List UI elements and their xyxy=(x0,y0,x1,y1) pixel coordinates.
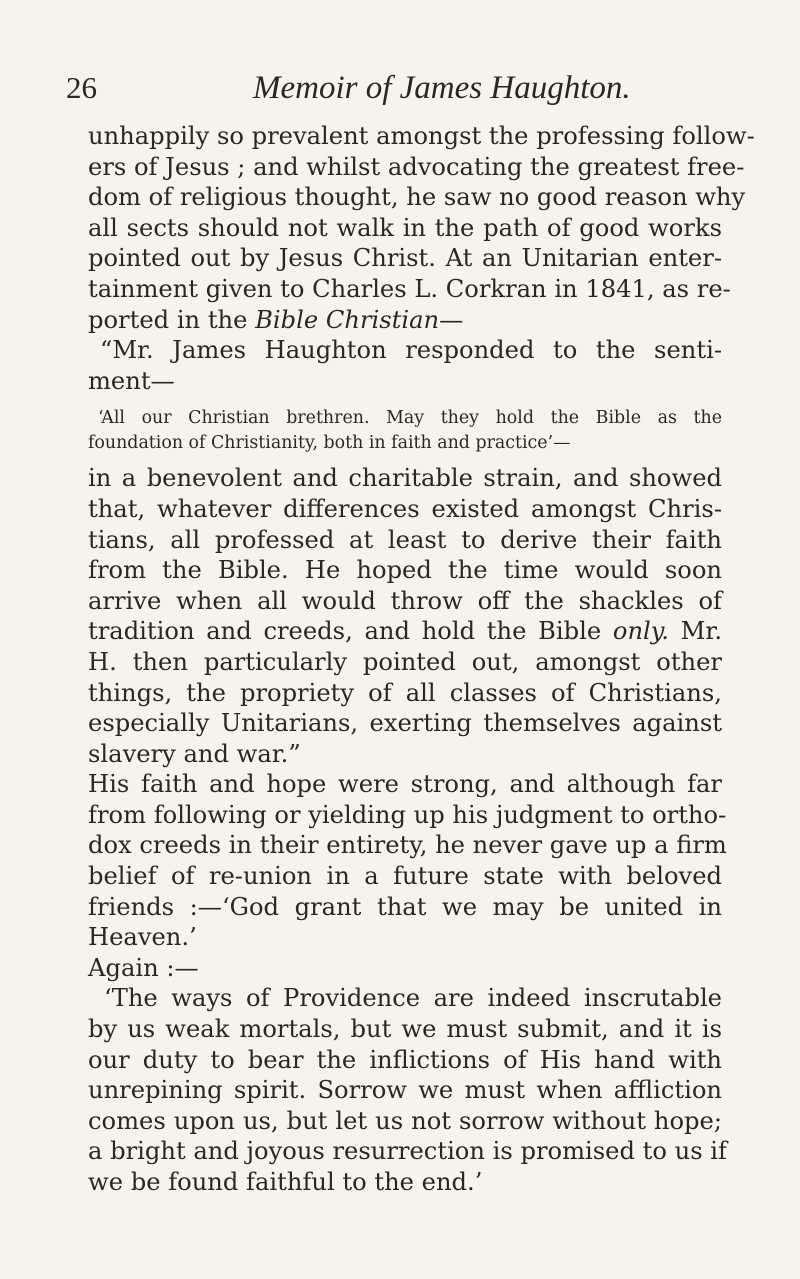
text-fragment: ported in the xyxy=(88,305,256,334)
text-line: ment— xyxy=(88,366,175,395)
text-line: from following or yielding up his judgment to ortho- xyxy=(88,800,727,829)
paragraph-3 xyxy=(88,463,722,769)
paragraph-2 xyxy=(88,335,722,396)
page-header xyxy=(0,70,800,110)
text-line: that, whatever differences existed amongst Chris- xyxy=(88,494,722,523)
text-line: arrive when all would throw off the shackles of xyxy=(88,586,722,615)
text-line: all sects should not walk in the path of good works xyxy=(88,213,722,242)
text-line: “Mr. James Haughton responded to the senti- xyxy=(100,336,722,365)
text-fragment: tradition and creeds, and hold the Bible xyxy=(88,617,613,646)
paragraph-4 xyxy=(88,769,727,953)
quote-line: ‘All our Christian brethren. May they hold the Bible as the xyxy=(98,408,722,429)
text-line: from the Bible. He hoped the time would soon xyxy=(88,556,722,585)
text-line: tainment given to Charles L. Corkran in 1841, as re- xyxy=(88,274,731,303)
text-line: His faith and hope were strong, and although far xyxy=(88,770,722,799)
text-line: a bright and joyous resurrection is promised to us if xyxy=(88,1137,727,1166)
text-line xyxy=(88,616,722,647)
publication-title: Bible Christian xyxy=(255,305,440,334)
text-line: our duty to bear the inflictions of His hand with xyxy=(88,1045,722,1074)
text-line: unrepining spirit. Sorrow we must when affliction xyxy=(88,1076,722,1105)
paragraph-5 xyxy=(88,953,722,984)
text-line: slavery and war.” xyxy=(88,739,301,768)
text-line: by us weak mortals, but we must submit, and it is xyxy=(88,1015,722,1044)
text-line: pointed out by Jesus Christ. At an Unitarian enter- xyxy=(88,244,722,273)
text-line: tians, all professed at least to derive their faith xyxy=(88,525,722,554)
text-line: dox creeds in their entirety, he never gave up a firm xyxy=(88,831,727,860)
text-line: unhappily so prevalent amongst the professing follow- xyxy=(88,122,755,150)
text-line xyxy=(88,305,722,336)
running-title: Memoir of James Haughton. xyxy=(253,70,631,106)
text-line: Again :— xyxy=(88,953,199,982)
text-fragment: Mr. xyxy=(668,617,723,646)
text-line: ers of Jesus ; and whilst advocating the greatest free- xyxy=(88,152,745,181)
text-line: Heaven.’ xyxy=(88,923,197,952)
paragraph-6 xyxy=(88,983,727,1197)
text-line: in a benevolent and charitable strain, and showed xyxy=(88,464,722,493)
paragraph-1 xyxy=(88,121,755,335)
text-line: ‘The ways of Providence are indeed inscrutable xyxy=(104,984,722,1013)
text-line: comes upon us, but let us not sorrow without hope; xyxy=(88,1106,722,1135)
text-line: especially Unitarians, exerting themselves against xyxy=(88,709,722,738)
text-line: we be found faithful to the end.’ xyxy=(88,1168,483,1196)
emphasis-text: only. xyxy=(612,617,669,646)
text-line: belief of re-union in a future state with beloved xyxy=(88,862,722,891)
text-line: friends :—‘God grant that we may be united in xyxy=(88,892,722,921)
body-text xyxy=(88,121,755,1198)
block-quote xyxy=(88,396,722,463)
text-line: H. then particularly pointed out, amongst other xyxy=(88,647,722,676)
quote-line: foundation of Christianity, both in faith and practice’— xyxy=(88,432,571,453)
text-line: things, the propriety of all classes of Christians, xyxy=(88,678,722,707)
page-number: 26 xyxy=(66,70,97,105)
text-fragment: — xyxy=(439,305,464,334)
text-line: dom of religious thought, he saw no good reason why xyxy=(88,183,746,212)
